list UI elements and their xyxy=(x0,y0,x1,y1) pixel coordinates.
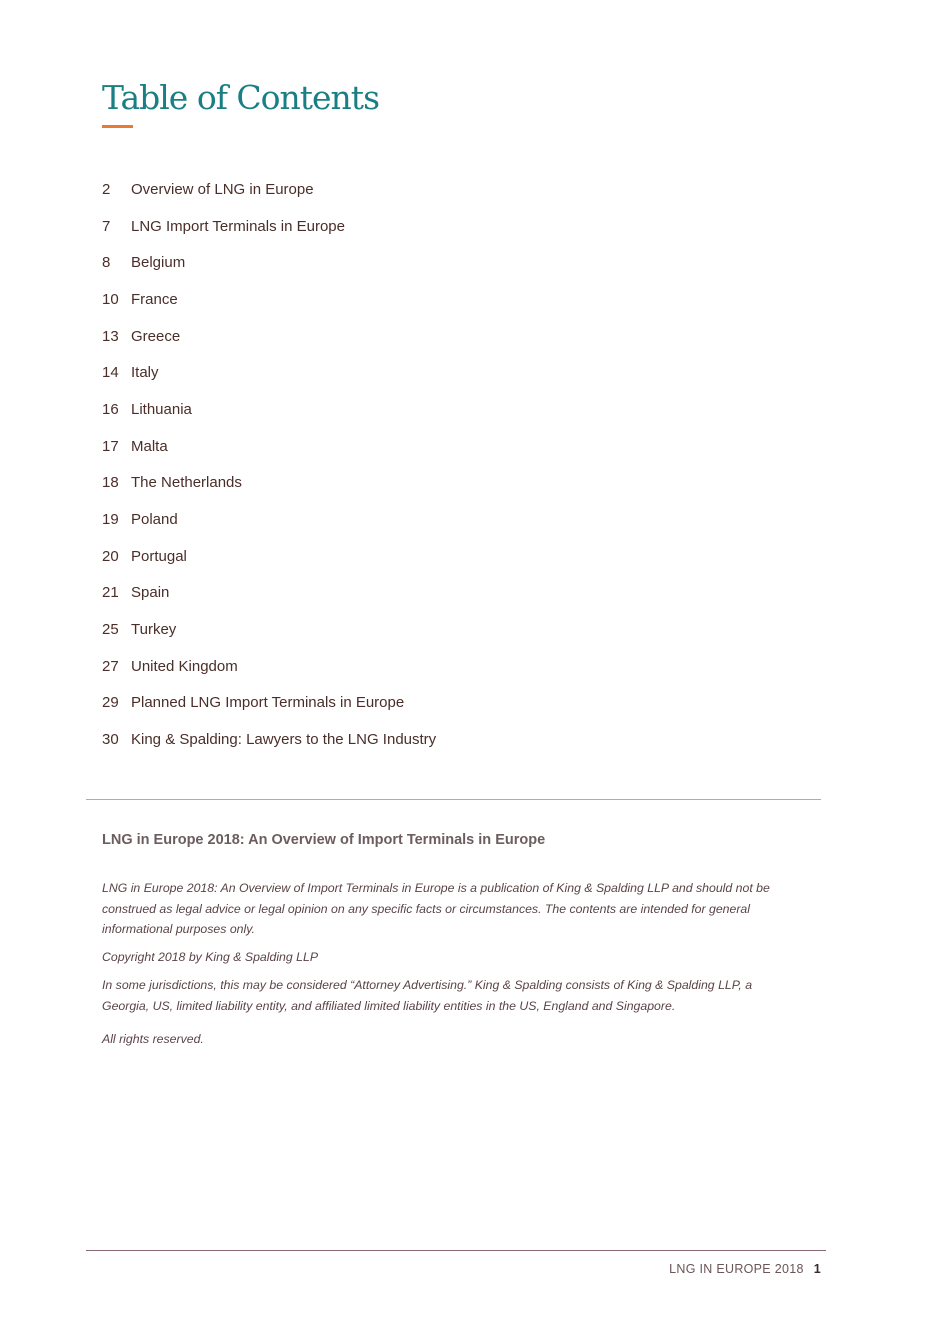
rights-text: All rights reserved. xyxy=(102,1032,204,1046)
toc-entry-title: Planned LNG Import Terminals in Europe xyxy=(131,694,405,712)
toc-entry-title: LNG Import Terminals in Europe xyxy=(131,217,345,235)
publication-title: LNG in Europe 2018: An Overview of Import Terminals in Europe xyxy=(102,832,546,848)
toc-entry-title: Portugal xyxy=(131,547,187,565)
toc-entry[interactable] xyxy=(102,208,436,245)
toc-entry[interactable] xyxy=(102,501,436,538)
toc-entry-title: United Kingdom xyxy=(131,657,238,675)
toc-entry[interactable] xyxy=(102,721,436,758)
footer-label: LNG IN EUROPE 2018 xyxy=(669,1262,804,1276)
toc-entry[interactable] xyxy=(102,685,436,722)
toc-entry[interactable] xyxy=(102,391,436,428)
footer-divider xyxy=(86,1250,826,1251)
toc-page-number: 29 xyxy=(102,694,119,712)
advertising-notice: In some jurisdictions, this may be considered “Attorney Advertising.” King & Spalding consists of King & Spalding LLP, a Georgia, US, limited liability entity, and affiliated limited liability entities in the US, England and Singapore. xyxy=(102,978,753,1013)
toc-page-number: 30 xyxy=(102,731,119,749)
page-number: 1 xyxy=(813,1262,821,1276)
toc-entry-title: The Netherlands xyxy=(131,474,242,492)
toc-page-number: 27 xyxy=(102,657,119,675)
toc-entry[interactable] xyxy=(102,611,436,648)
toc-entry-title: Turkey xyxy=(131,621,177,639)
toc-entry-title: Belgium xyxy=(131,254,186,272)
toc-page-number: 10 xyxy=(102,290,119,308)
toc-entry[interactable] xyxy=(102,428,436,465)
title-accent-bar xyxy=(102,125,133,128)
toc-entry[interactable] xyxy=(102,171,436,208)
toc-page-number: 20 xyxy=(102,547,119,565)
toc-entry-title: Greece xyxy=(131,327,181,345)
page-footer xyxy=(669,1262,821,1276)
disclaimer-text: LNG in Europe 2018: An Overview of Import Terminals in Europe is a publication of King & Spalding LLP and should not be construed as legal advice or legal opinion on any specific facts or circumstances. The contents are intended for general informational purposes only. xyxy=(102,881,770,937)
toc-entry-title: Malta xyxy=(131,437,168,455)
toc-page-number: 7 xyxy=(102,217,111,235)
toc-page-number: 14 xyxy=(102,364,119,382)
toc-page-number: 25 xyxy=(102,621,119,639)
toc-page-number: 13 xyxy=(102,327,119,345)
toc-entry-title: Lithuania xyxy=(131,400,192,418)
toc-entry[interactable] xyxy=(102,244,436,281)
toc-entry[interactable] xyxy=(102,465,436,502)
toc-entry[interactable] xyxy=(102,538,436,575)
section-divider xyxy=(86,799,821,800)
toc-entry[interactable] xyxy=(102,318,436,355)
toc-page-number: 17 xyxy=(102,437,119,455)
toc-entry[interactable] xyxy=(102,354,436,391)
toc-entry-title: Poland xyxy=(131,511,178,529)
toc-entry-title: France xyxy=(131,290,178,308)
toc-entry-title: Spain xyxy=(131,584,170,602)
copyright-text: Copyright 2018 by King & Spalding LLP xyxy=(102,950,319,964)
toc-page-number: 16 xyxy=(102,400,119,418)
toc-page-number: 18 xyxy=(102,474,119,492)
page-title: Table of Contents xyxy=(102,78,380,117)
toc-entry[interactable] xyxy=(102,648,436,685)
toc-entry-title: Overview of LNG in Europe xyxy=(131,180,314,198)
toc-entry[interactable] xyxy=(102,575,436,612)
toc-entry-title: Italy xyxy=(131,364,159,382)
toc-entry[interactable] xyxy=(102,281,436,318)
toc-page-number: 8 xyxy=(102,254,111,272)
toc-page-number: 21 xyxy=(102,584,119,602)
toc-entry-title: King & Spalding: Lawyers to the LNG Industry xyxy=(131,731,437,749)
toc-page-number: 2 xyxy=(102,180,111,198)
table-of-contents xyxy=(102,171,436,758)
toc-page-number: 19 xyxy=(102,511,119,529)
